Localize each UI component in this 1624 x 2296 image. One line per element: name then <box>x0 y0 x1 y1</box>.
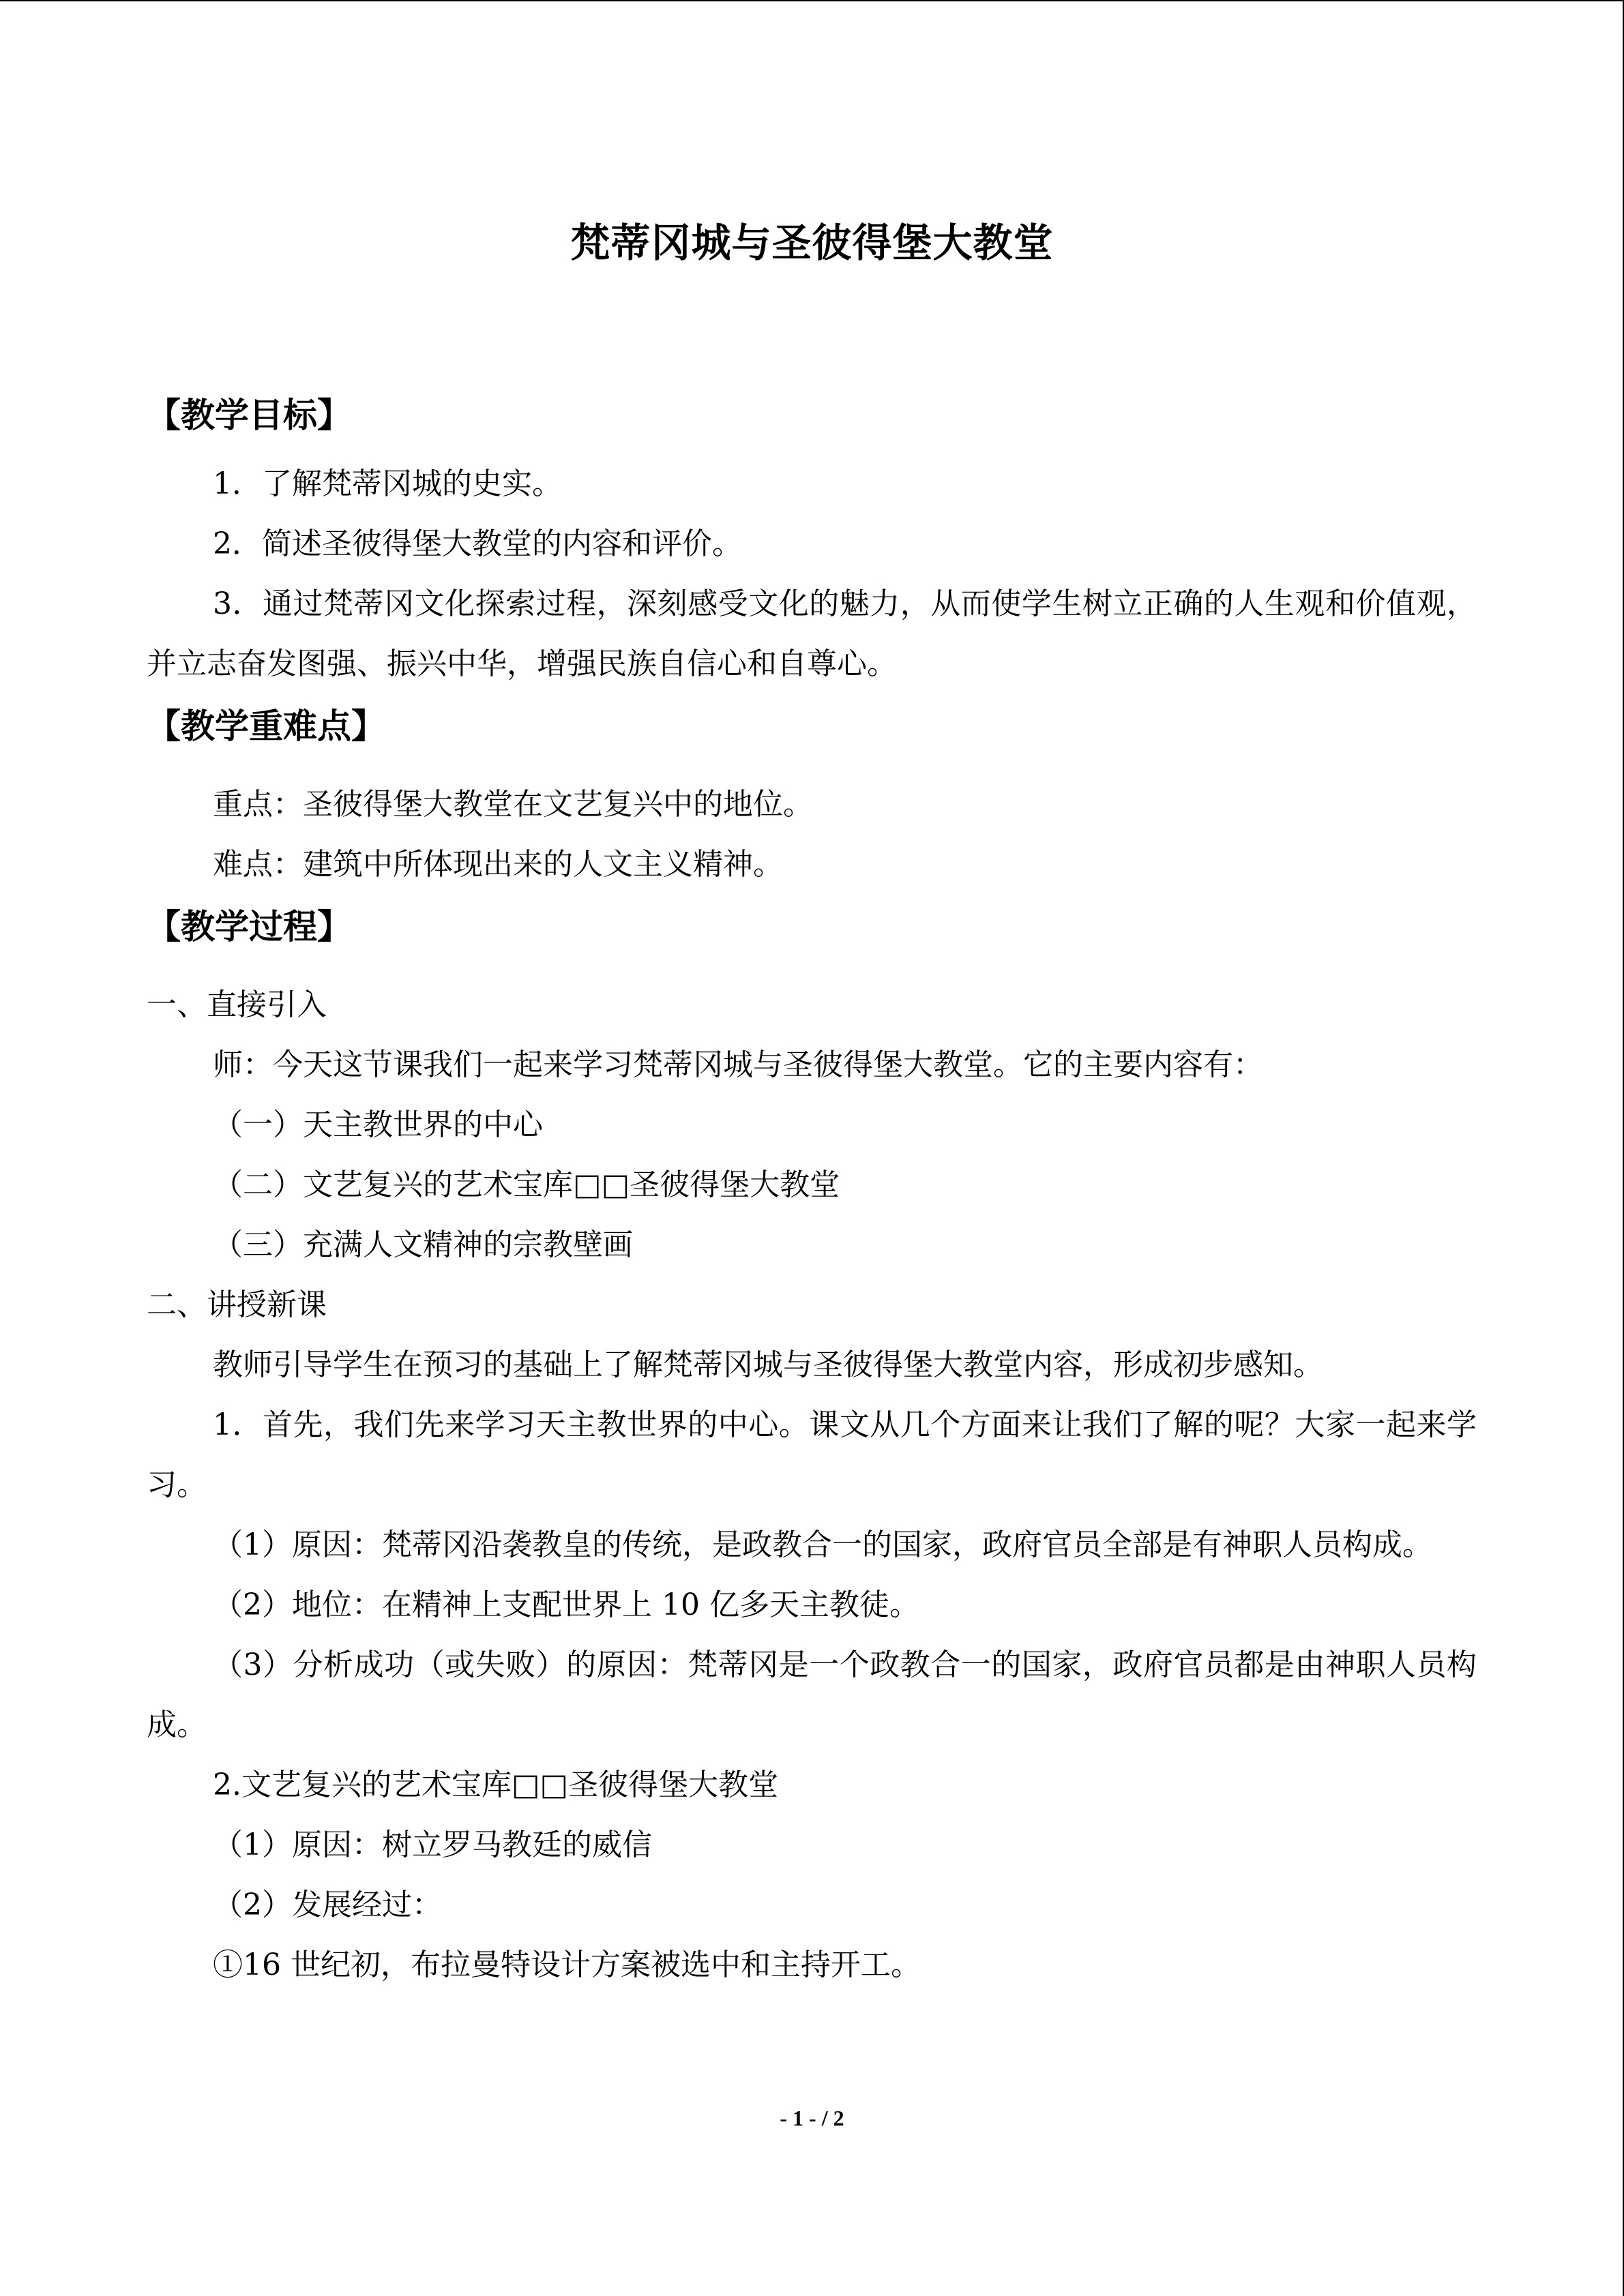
objective-item-2: 2．简述圣彼得堡大教堂的内容和评价。 <box>213 526 742 561</box>
process-step-2-reason: （1）原因：树立罗马教廷的威信 <box>213 1828 652 1862</box>
document-body <box>147 383 1477 1995</box>
objective-item-3: 3．通过梵蒂冈文化探索过程，深刻感受文化的魅力，从而使学生树立正确的人生观和价值观，并立志奋发图强、振兴中华，增强民族自信心和自尊心。 <box>147 586 1477 681</box>
process-topic-1: （一）天主教世界的中心 <box>213 1107 543 1142</box>
process-topic-3: （三）充满人文精神的宗教壁画 <box>213 1227 633 1262</box>
section-heading-process: 【教学过程】 <box>147 906 351 946</box>
process-step-1-reason: （1）原因：梵蒂冈沿袭教皇的传统，是政教合一的国家，政府官员全部是有神职人员构成。 <box>213 1527 1432 1562</box>
process-teacher-intro: 师：今天这节课我们一起来学习梵蒂冈城与圣彼得堡大教堂。它的主要内容有： <box>213 1047 1263 1082</box>
section-heading-key-points: 【教学重难点】 <box>147 706 385 746</box>
process-step-1-analysis: （3）分析成功（或失败）的原因：梵蒂冈是一个政教合一的国家，政府官员都是由神职人员构成。 <box>147 1648 1477 1742</box>
section-heading-objectives: 【教学目标】 <box>147 395 351 435</box>
objective-item-1: 1．了解梵蒂冈城的史实。 <box>213 466 562 501</box>
process-part-two: 二、讲授新课 <box>147 1287 327 1322</box>
key-point-focus: 重点：圣彼得堡大教堂在文艺复兴中的地位。 <box>213 787 813 822</box>
process-step-1: 1．首先，我们先来学习天主教世界的中心。课文从几个方面来让我们了解的呢？大家一起来学习。 <box>147 1407 1477 1502</box>
process-guidance: 教师引导学生在预习的基础上了解梵蒂冈城与圣彼得堡大教堂内容，形成初步感知。 <box>213 1347 1323 1382</box>
process-step-1-status: （2）地位：在精神上支配世界上 10 亿多天主教徒。 <box>213 1587 919 1622</box>
page-number: - 1 - / 2 <box>780 2106 844 2130</box>
process-step-2-development-item-1: ①16 世纪初，布拉曼特设计方案被选中和主持开工。 <box>213 1948 921 1982</box>
process-step-2: 2.文艺复兴的艺术宝库□□圣彼得堡大教堂 <box>213 1768 779 1802</box>
key-point-difficulty: 难点：建筑中所体现出来的人文主义精神。 <box>213 847 783 882</box>
document-title: 梵蒂冈城与圣彼得堡大教堂 <box>570 220 1054 266</box>
process-step-2-development: （2）发展经过： <box>213 1888 442 1922</box>
process-topic-2: （二）文艺复兴的艺术宝库□□圣彼得堡大教堂 <box>213 1167 840 1202</box>
process-part-one: 一、直接引入 <box>147 987 327 1022</box>
